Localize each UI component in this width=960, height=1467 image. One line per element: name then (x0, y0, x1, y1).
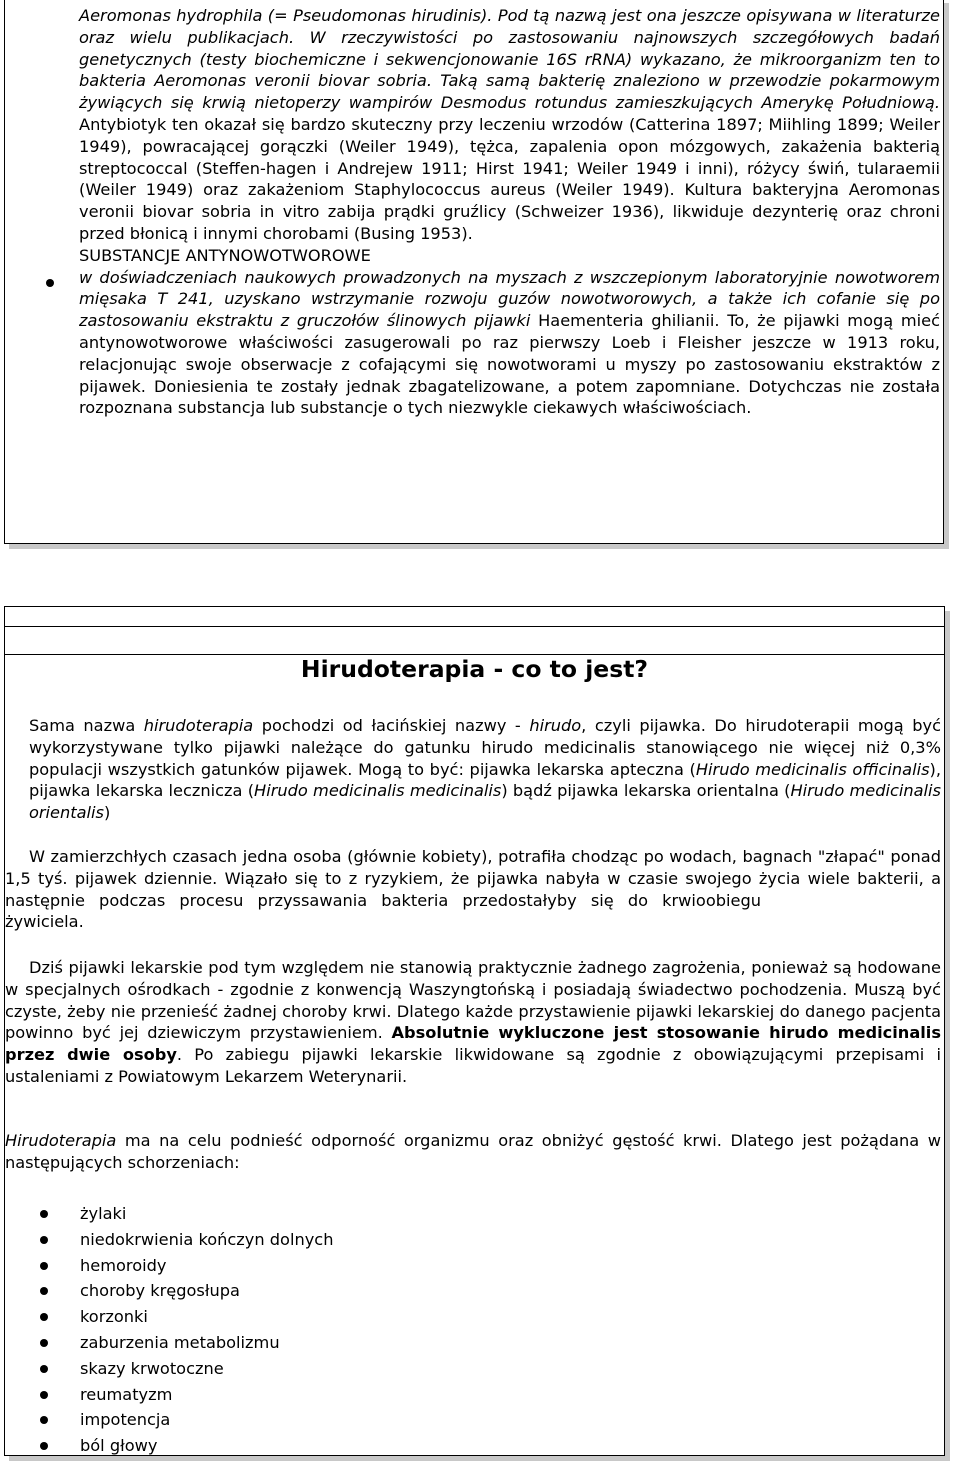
list-item: zaburzenia metabolizmu (5, 1330, 333, 1356)
text-run: żywiciela. (5, 912, 84, 932)
text-run-italic: hirudoterapia (143, 716, 254, 735)
text-run: ) bądź pijawka lekarska orientalna ( (501, 781, 791, 801)
text-run-italic: Hirudo medicinalis medicinalis (254, 781, 502, 801)
paragraph-aeromonas (79, 5, 940, 245)
list-item: skazy krwotoczne (5, 1356, 333, 1382)
paragraph-purpose (5, 1130, 941, 1174)
upper-text-box (4, 0, 944, 544)
list-item: ból głowy (5, 1433, 333, 1459)
text-run: ) (103, 803, 111, 823)
text-run-italic: Hirudo medicinalis orientalis (29, 781, 941, 823)
text-run: Sama nazwa (29, 716, 144, 735)
text-run-italic: Hirudo medicinalis officinalis (695, 759, 930, 779)
paragraph-history (5, 846, 941, 933)
bullet-text-italic: w doświadczeniach naukowych prowadzonych na myszach z wszczepionym laboratoryjnie nowotworem mięsaka T 241, uzyskano wstrzymanie rozwoju guzów nowotworowych, a także ich cofanie się po zastosowaniu ekstraktu z gruczołów ślinowych pijawki (79, 267, 940, 331)
text-run: . Po zabiegu pijawki lekarskie likwidowane są zgodnie z obowiązującymi przepisami i ustaleniami z Powiatowym Lekarzem Weterynarii. (5, 1045, 942, 1086)
list-item: impotencja (5, 1407, 333, 1433)
list-item: choroby kręgosłupa (5, 1278, 333, 1304)
text-run: W zamierzchłych czasach jedna osoba (głównie kobiety), potrafiła chodząc po wodach, bagnach "złapać" ponad 1,5 tyś. pijawek dziennie. Wiązało się to z ryzykiem, że pijawka nabyła w czasie swojego życia wiele bakterii, a następnie podczas procesu przyssawania bakteria przedostałyby się do krwioobiegu (5, 847, 941, 910)
text-run: ), pijawka lekarska lecznicza ( (29, 759, 941, 801)
list-item: niedokrwienia kończyn dolnych (5, 1227, 333, 1253)
paragraph-aeromonas-italic: Aeromonas hydrophila (= Pseudomonas hirudinis). Pod tą nazwą jest ona jeszcze opisywana w literaturze oraz wielu publikacjach. W rzeczywistości po zastosowaniu najnowszych szczegółowych badań genetycznych (testy biochemiczne i sekwencjonowanie 16S rRNA) wykazano, że mikroorganizm ten to bakteria Aeromonas veronii biovar sobria. Taką samą bakterię znaleziono w przewodzie pokarmowym żywiących się krwią nietoperzy wampirów Desmodus rotundus zamieszkujących Amerykę Południową. (79, 6, 940, 113)
text-run-bold: Absolutnie wykluczone jest stosowanie hirudo medicinalis przez dwie osoby (5, 1023, 941, 1065)
conditions-list (5, 1201, 333, 1459)
paragraph-intro (5, 715, 941, 824)
paragraph-today (5, 957, 941, 1088)
list-item: hemoroidy (5, 1253, 333, 1279)
text-run-italic: Hirudoterapia (5, 1131, 117, 1150)
bullet-paragraph (79, 267, 940, 420)
text-run: , czyli pijawka. Do hirudoterapii mogą być wykorzystywane tylko pijawki należące do gatunku hirudo medicinalis stanowiącego nie więcej niż 0,3% populacji wszystkich gatunków pijawek. Mogą to być: pijawka lekarska apteczna ( (29, 716, 941, 779)
list-item: żylaki (5, 1201, 333, 1227)
text-run: ma na celu podnieść odporność organizmu oraz obniżyć gęstość krwi. Dlatego jest pożądana w następujących schorzeniach: (5, 1131, 941, 1172)
text-run: Dziś pijawki lekarskie pod tym względem nie stanowią praktycznie żadnego zagrożenia, ponieważ są hodowane w specjalnych ośrodkach - zgodnie z konwencją Waszyngtońską i posiadają świadectwo pochodzenia. Muszą być czyste, żeby nie przenieść żadnej choroby krwi. Dlatego każde przystawienie pijawki lekarskiej do danego pacjenta powinno być jej dziewiczym przystawieniem. (5, 958, 941, 1043)
bullet-heading: SUBSTANCJE ANTYNOWOTWOROWE (79, 245, 371, 265)
bullet-text-plain: Haementeria ghilianii. To, że pijawki mogą mieć antynowotworowe właściwości zasugerowali po raz pierwszy Loeb i Fleisher jeszcze w 1913 roku, relacjonując swoje obserwacje z cofającymi się nowotworami u myszy po zastosowaniu ekstraktów z pijawek. Doniesienia te zostały jednak zbagatelizowane, a potem zapomniane. Dotychczas nie została rozpoznana substancja lub substancje o tych niezwykle ciekawych właściwościach. (79, 311, 940, 418)
hirudotherapy-box (4, 606, 945, 1456)
list-item: reumatyzm (5, 1382, 333, 1408)
text-run-italic: hirudo (529, 716, 582, 735)
page-title: Hirudoterapia - co to jest? (300, 655, 649, 683)
top-rule-1 (5, 626, 944, 627)
bullet-dot-icon (46, 279, 54, 287)
text-run: pochodzi od łacińskiej nazwy - (253, 716, 530, 735)
paragraph-antibiotic: Antybiotyk ten okazał się bardzo skuteczny przy leczeniu wrzodów (Catterina 1897; Miihling 1899; Weiler 1949), powracającej gorączki (Weiler 1949), tężca, zapalenia opon mózgowych, zakażenia bakterią streptococcal (Steffen-hagen i Andrejew 1911; Hirst 1941; Weiler 1949 i inni), różycy świń, tularaemii (Weiler 1949) oraz zakażeniom Staphylococcus aureus (Weiler 1949). Kultura bakteryjna Aeromonas veronii biovar sobria in vitro zabija prądki gruźlicy (Schweizer 1936), likwiduje dezynterię oraz chroni przed błonicą i innymi chorobami (Busing 1953). (79, 114, 940, 243)
list-item: korzonki (5, 1304, 333, 1330)
upper-text-content (79, 5, 940, 419)
